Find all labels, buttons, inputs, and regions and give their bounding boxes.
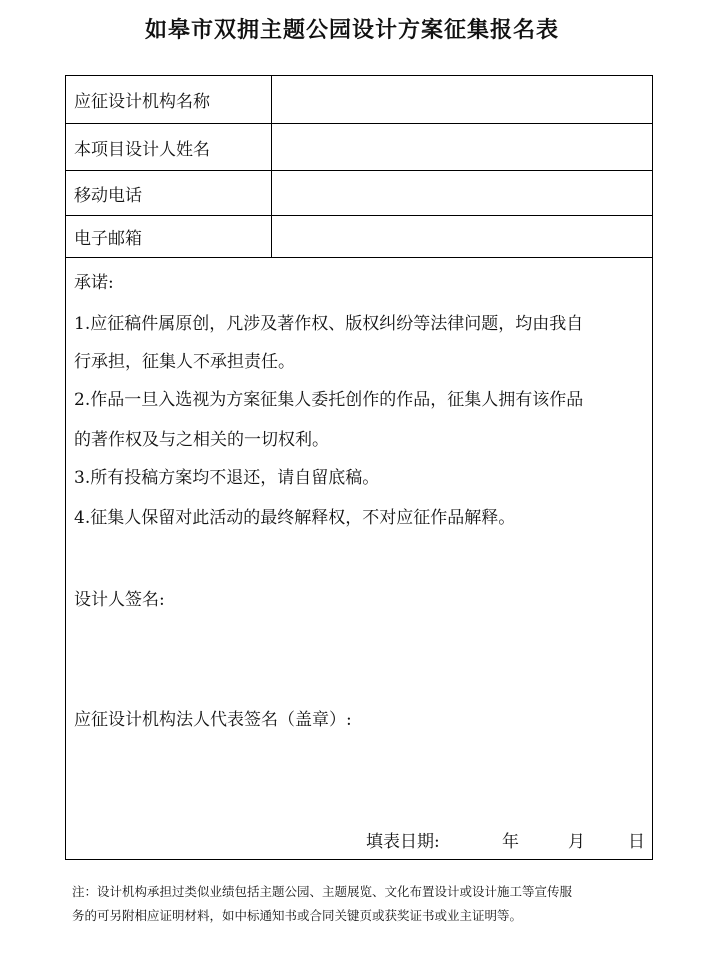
designer-signature-label: 设计人签名: (74, 590, 165, 610)
footnote-line-2: 务的可另附相应证明材料，如中标通知书或合同关键页或获奖证书或业主证明等。 (72, 908, 523, 923)
field-row-mobile-phone (66, 171, 652, 216)
field-row-email (66, 216, 652, 258)
commitment-item-3: 3.所有投稿方案均不退还，请自留底稿。 (74, 468, 380, 488)
footnote (72, 880, 647, 928)
field-row-institution-name (66, 76, 652, 124)
commitment-item-1-line-2: 行承担，征集人不承担责任。 (74, 352, 295, 372)
commitment-heading: 承诺: (74, 273, 114, 293)
form-title: 如皋市双拥主题公园设计方案征集报名表 (144, 18, 559, 43)
fill-date-year: 年 (502, 832, 519, 852)
commitment-item-4: 4.征集人保留对此活动的最终解释权，不对应征作品解释。 (74, 508, 516, 528)
commitment-section (66, 258, 652, 859)
commitment-item-1-line-1: 1.应征稿件属原创，凡涉及著作权、版权纠纷等法律问题，均由我自 (74, 314, 584, 334)
commitment-item-2-line-2: 的著作权及与之相关的一切权利。 (74, 430, 329, 450)
field-label-designer-name: 本项目设计人姓名 (66, 124, 272, 170)
footnote-line-1: 注：设计机构承担过类似业绩包括主题公园、主题展览、文化布置设计或设计施工等宣传服 (72, 884, 573, 899)
field-input-designer-name[interactable] (272, 124, 652, 170)
field-label-email: 电子邮箱 (66, 216, 272, 257)
registration-table (65, 75, 653, 860)
fill-date-label: 填表日期: (366, 832, 440, 852)
field-label-mobile-phone: 移动电话 (66, 171, 272, 215)
fill-date-month: 月 (568, 832, 585, 852)
field-label-institution-name: 应征设计机构名称 (66, 76, 272, 123)
commitment-item-2-line-1: 2.作品一旦入选视为方案征集人委托创作的作品，征集人拥有该作品 (74, 390, 584, 410)
legal-rep-signature-label: 应征设计机构法人代表签名（盖章）: (74, 710, 352, 730)
field-row-designer-name (66, 124, 652, 171)
field-input-mobile-phone[interactable] (272, 171, 652, 215)
fill-date-day: 日 (628, 832, 645, 852)
field-input-institution-name[interactable] (272, 76, 652, 123)
field-input-email[interactable] (272, 216, 652, 257)
